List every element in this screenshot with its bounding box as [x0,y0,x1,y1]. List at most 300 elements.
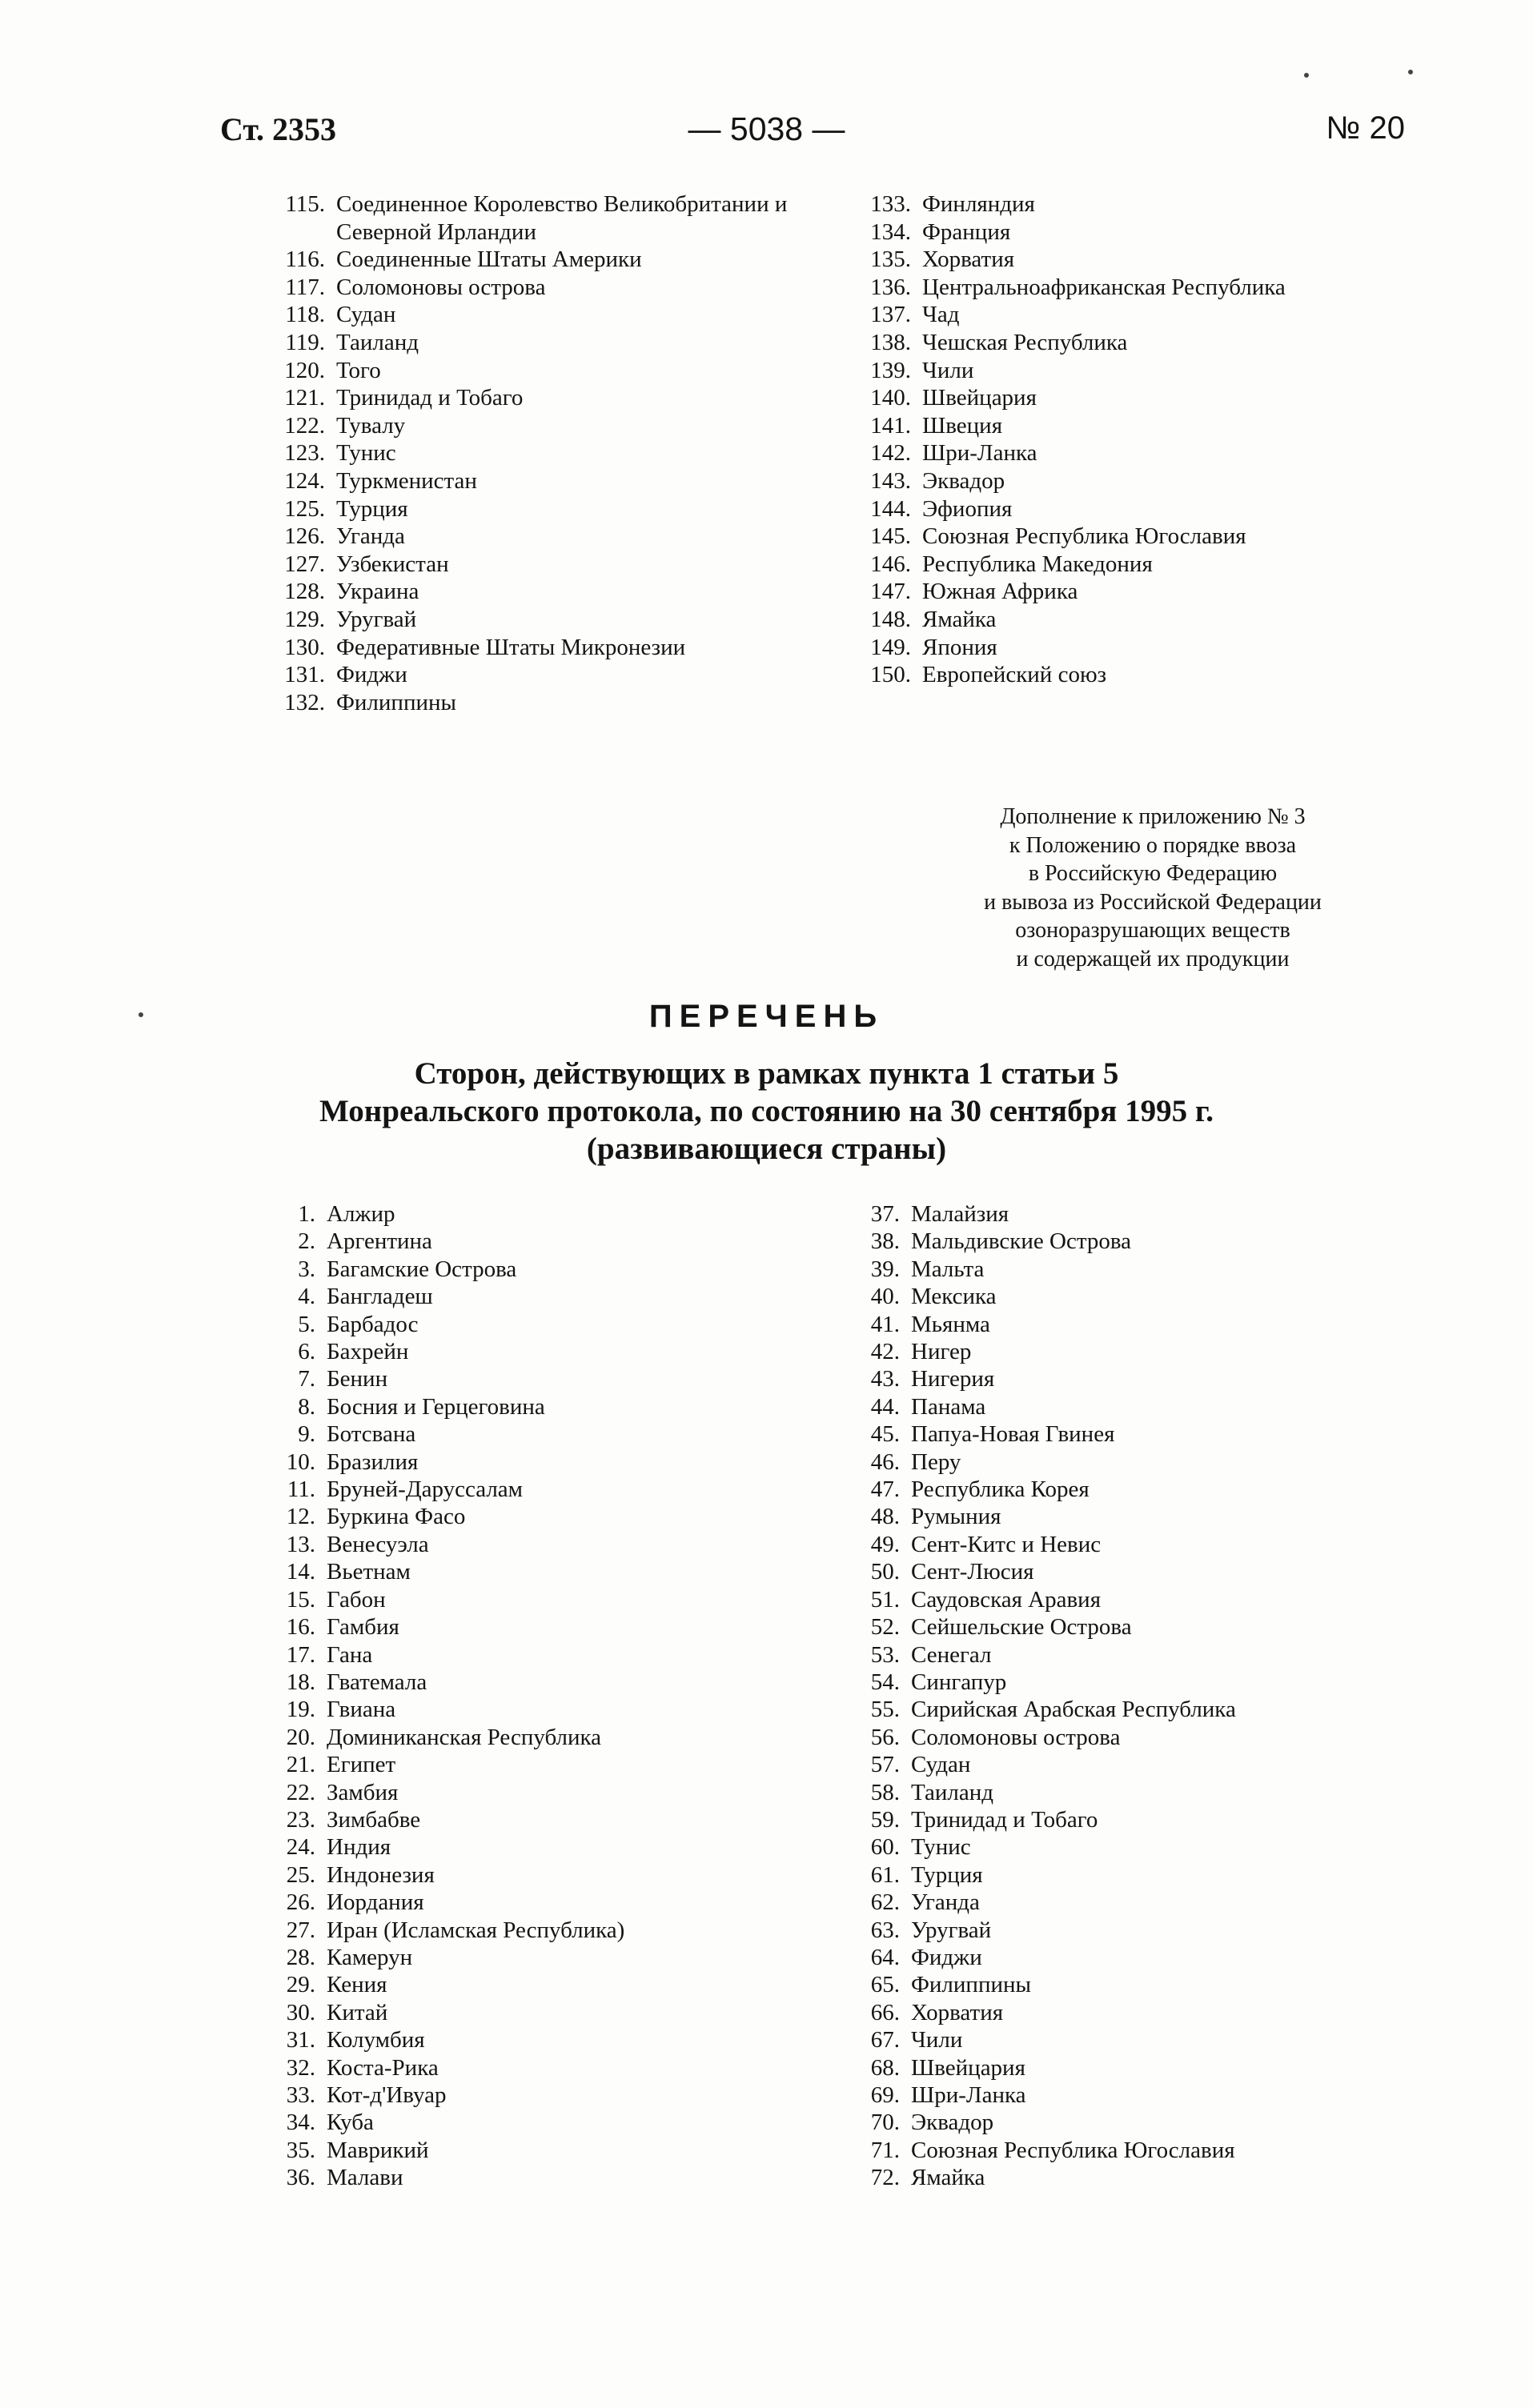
list-item [286,1833,624,1861]
list-item-number: 37. [870,1201,900,1227]
list-item-number: 44. [870,1393,900,1420]
list-item [284,661,817,689]
list-item-country: Япония [922,634,997,660]
list-item [870,1613,1236,1641]
list-item [870,2026,1236,2053]
list-item-country: Нигерия [911,1366,995,1392]
list-item [298,1228,624,1255]
list-item-number: 148. [870,606,911,632]
list-item-country: Шри-Ланка [922,440,1037,467]
list-item-country: Индия [327,1834,391,1861]
list-item-country: Камерун [327,1944,413,1970]
list-item-country: Чешская Республика [922,329,1128,355]
issue-number: № 20 [1326,110,1405,146]
list-item-number: 30. [286,1999,315,2025]
list-item-country: Нигер [911,1339,972,1365]
list-item [286,1558,624,1585]
list-item-country: Гана [327,1641,373,1668]
list-item-number: 19. [286,1697,315,1723]
list-item-number: 48. [870,1504,900,1530]
list-item-number: 56. [870,1724,900,1750]
list-item-country: Франция [922,218,1011,245]
list-item-country: Швеция [922,412,1003,439]
list-item-number: 133. [870,191,911,217]
list-item-number: 149. [870,634,911,660]
list-item-number: 24. [286,1834,315,1861]
list-item-number: 23. [286,1806,315,1833]
list-item-country: Фиджи [336,662,407,688]
list-item [286,1751,624,1778]
list-item [286,1613,624,1641]
list-item-number: 10. [286,1448,315,1475]
list-item-country: Саудовская Аравия [911,1586,1102,1613]
list-item-number: 13. [286,1531,315,1557]
list-item [870,2137,1236,2164]
list-item-country: Республика Македония [922,551,1153,577]
list-item-country: Филиппины [336,689,456,715]
list-item [285,329,817,357]
list-item-country: Багамские Острова [327,1256,517,1282]
scan-speck [1304,73,1309,78]
top-right-country-list [870,190,1378,689]
list-item-number: 130. [284,634,325,660]
annex-note-line: в Российскую Федерацию [1028,861,1278,886]
list-item [286,1779,624,1806]
list-item [286,1641,624,1669]
list-item [287,1476,624,1503]
list-item-number: 69. [870,2082,900,2108]
list-item [284,523,817,551]
list-item [870,1889,1236,1916]
list-item-country: Перу [911,1448,961,1475]
list-item-country: Иордания [327,1889,424,1916]
list-item-number: 67. [870,2027,900,2053]
list-item-number: 66. [870,1999,900,2025]
article-number: Ст. 2353 [220,111,336,147]
list-item-number: 132. [284,689,325,715]
list-item [284,689,817,717]
list-item-country: Союзная Республика Югославия [911,2137,1235,2163]
list-item-country: Сент-Люсия [911,1559,1034,1585]
list-item [284,467,817,495]
list-item-number: 52. [870,1614,900,1641]
list-item-country: Судан [911,1752,971,1778]
list-item [286,1944,624,1971]
list-item [286,2109,624,2136]
list-item [870,190,1378,218]
list-item-country: Венесуэла [327,1531,429,1557]
list-item [870,1531,1236,1558]
list-item-number: 122. [284,412,325,439]
list-item-country: Сингапур [911,1669,1007,1695]
list-item-country: Мьянма [911,1311,990,1337]
list-item [870,1999,1236,2026]
list-item-country: Куба [327,2110,374,2136]
list-item-number: 142. [870,440,911,467]
list-item-number: 117. [285,274,325,300]
list-item [285,274,817,302]
list-item [870,1917,1236,1944]
list-item-number: 60. [870,1834,900,1861]
list-item-country: Колумбия [327,2027,425,2053]
list-item-country: Финляндия [922,191,1035,217]
list-item [286,2164,624,2191]
list-item [870,1971,1236,1998]
list-item [284,495,817,523]
list-item-country: Ямайка [922,606,997,632]
list-item-number: 70. [870,2110,900,2136]
list-item-number: 45. [870,1421,900,1448]
list-item [870,357,1378,385]
list-item [284,412,817,440]
list-item-number: 126. [284,523,325,550]
list-item-number: 14. [286,1559,315,1585]
list-item [284,384,817,412]
subtitle-line: (развивающиеся страны) [586,1132,947,1166]
list-item [870,578,1378,606]
list-item-number: 131. [284,662,325,688]
list-item-country: Эфиопия [922,495,1013,522]
list-item-number: 51. [870,1586,900,1613]
list-item-number: 127. [284,551,325,577]
list-item-country: Бразилия [327,1448,419,1475]
list-item-number: 135. [870,246,911,273]
list-item-number: 29. [286,1972,315,1998]
list-item [870,495,1378,523]
list-item [870,1448,1236,1476]
list-item-country: Ямайка [911,2165,985,2191]
list-item [870,329,1378,357]
list-item-country: Папуа-Новая Гвинея [911,1421,1115,1448]
list-item-number: 18. [286,1669,315,1695]
list-item-number: 124. [284,467,325,494]
list-item [870,1200,1236,1228]
list-item-number: 47. [870,1476,900,1503]
list-item [870,1833,1236,1861]
list-item-country: Украина [336,579,419,605]
list-item-number: 38. [870,1228,900,1255]
list-item [286,1806,624,1833]
list-item [870,1806,1236,1833]
list-item-country: Эквадор [911,2110,994,2136]
list-item [870,246,1378,274]
list-item-country: Мальта [911,1256,985,1282]
list-item-number: 9. [298,1421,315,1448]
list-item-number: 26. [286,1889,315,1916]
list-item [870,1338,1236,1365]
list-item-country: Швейцария [911,2054,1025,2081]
list-item-number: 61. [870,1861,900,1888]
list-item [286,2054,624,2081]
list-item [870,1228,1236,1255]
list-item-country: Иран (Исламская Республика) [327,1917,625,1943]
list-item-number: 138. [870,329,911,355]
list-item-country: Соломоновы острова [336,274,546,300]
list-item [870,2109,1236,2136]
list-item-country: Ботсвана [327,1421,416,1448]
list-item-country: Тунис [336,440,396,467]
list-item-number: 144. [870,495,911,522]
list-item [285,301,817,329]
list-item [870,1944,1236,1971]
list-item [284,439,817,467]
list-item [870,2164,1236,2191]
list-item-number: 8. [298,1393,315,1420]
list-item [870,274,1378,302]
list-item-number: 11. [287,1476,315,1503]
list-item-number: 28. [286,1944,315,1970]
list-item-country: Гамбия [327,1614,399,1641]
list-item [870,218,1378,246]
list-item [286,1917,625,1944]
list-item-number: 41. [870,1311,900,1337]
list-item-number: 125. [284,495,325,522]
list-item-country: Турция [336,495,408,522]
list-item-number: 115. [285,191,325,217]
list-item-country: Тринидад и Тобаго [336,385,524,411]
list-item-country: Чили [911,2027,963,2053]
list-item-country: Замбия [327,1779,399,1805]
list-item [298,1311,624,1338]
list-item-number: 27. [286,1917,315,1943]
list-item-country: Сейшельские Острова [911,1614,1132,1641]
list-item-number: 53. [870,1641,900,1668]
list-item [298,1420,624,1448]
list-item-number: 5. [298,1311,315,1337]
list-item [286,2026,624,2053]
list-item-country: Буркина Фасо [327,1504,466,1530]
list-item-country: Бахрейн [327,1339,409,1365]
list-item-number: 42. [870,1339,900,1365]
scan-speck [1408,70,1413,74]
list-item [870,1696,1236,1723]
list-item-country: Китай [327,1999,388,2025]
list-item [870,1641,1236,1669]
list-item [870,634,1378,662]
list-item-number: 147. [870,579,911,605]
list-item-country: Того [336,357,381,383]
list-item [870,523,1378,551]
list-item-country: Союзная Республика Югославия [922,523,1246,550]
list-item-country: Сент-Китс и Невис [911,1531,1102,1557]
list-item [286,2137,624,2164]
list-item-country: Сирийская Арабская Республика [911,1697,1236,1723]
list-item-country: Туркменистан [336,467,477,494]
list-item [286,1669,624,1696]
list-item-number: 65. [870,1972,900,1998]
list-item-number: 145. [870,523,911,550]
list-item-number: 121. [284,385,325,411]
list-item-number: 118. [285,302,325,328]
list-item [870,1476,1236,1503]
list-item-country: Малайзия [911,1201,1009,1227]
list-item-country: Коста-Рика [327,2054,439,2081]
list-item-country: Барбадос [327,1311,419,1337]
list-item-number: 50. [870,1559,900,1585]
list-item-country: Вьетнам [327,1559,411,1585]
list-item-number: 54. [870,1669,900,1695]
list-item [870,1779,1236,1806]
list-item-country: Чили [922,357,974,383]
list-subtitle [0,1055,1533,1168]
list-item-country: Бангладеш [327,1284,433,1310]
list-item-country: Алжир [327,1201,395,1227]
list-item-number: 7. [298,1366,315,1392]
list-item [284,606,817,634]
list-item-country: Мексика [911,1284,997,1310]
list-item-country: Европейский союз [922,662,1107,688]
list-item-number: 62. [870,1889,900,1916]
list-item-country: Маврикий [327,2137,429,2163]
list-item-number: 32. [286,2054,315,2081]
list-item-number: 21. [286,1752,315,1778]
list-item [298,1256,624,1283]
list-item-country: Соединенное Королевство Великобритании и Северной Ирландии [336,191,788,245]
list-item-country: Бруней-Даруссалам [327,1476,524,1503]
list-item-country: Габон [327,1586,386,1613]
list-item-country: Уганда [336,523,405,550]
list-item-number: 57. [870,1752,900,1778]
list-item-country: Соломоновы острова [911,1724,1121,1750]
subtitle-line: Сторон, действующих в рамках пункта 1 статьи 5 [414,1056,1119,1091]
list-item-number: 129. [284,606,325,632]
list-item-country: Тувалу [336,412,406,439]
list-item-country: Индонезия [327,1861,435,1888]
list-item-number: 15. [286,1586,315,1613]
list-item-country: Хорватия [922,246,1015,273]
list-item-number: 141. [870,412,911,439]
annex-note-line: и вывоза из Российской Федерации [984,889,1322,915]
list-item-number: 34. [286,2110,315,2136]
list-item-number: 71. [870,2137,900,2163]
list-item-number: 40. [870,1284,900,1310]
list-item-country: Кот-д'Ивуар [327,2082,447,2108]
list-item [286,1971,624,1998]
list-item [286,1696,624,1723]
list-item [870,1669,1236,1696]
list-item-number: 1. [298,1201,315,1227]
list-item [870,551,1378,579]
list-item-country: Гвиана [327,1697,396,1723]
list-item [298,1338,624,1365]
list-item-country: Республика Корея [911,1476,1090,1503]
list-item [870,1751,1236,1778]
list-item-country: Тринидад и Тобаго [911,1806,1098,1833]
list-item-country: Уругвай [336,606,417,632]
list-item-number: 55. [870,1697,900,1723]
list-item-number: 58. [870,1779,900,1805]
list-item-number: 6. [298,1339,315,1365]
list-item [870,1724,1236,1751]
developing-countries-list-left [286,1200,625,2192]
list-item [284,578,817,606]
list-item-number: 68. [870,2054,900,2081]
list-item-number: 33. [286,2082,315,2108]
list-item [870,2081,1236,2109]
list-item [286,1448,624,1476]
list-item [286,1861,624,1889]
list-item [870,467,1378,495]
list-item [870,1420,1236,1448]
list-item-country: Тунис [911,1834,971,1861]
list-item-country: Малави [327,2165,403,2191]
list-item [286,1724,624,1751]
list-item-number: 16. [286,1614,315,1641]
list-item-country: Босния и Герцеговина [327,1393,545,1420]
list-item [870,1393,1236,1420]
list-item-country: Таиланд [911,1779,994,1805]
list-item-country: Турция [911,1861,983,1888]
list-item [870,412,1378,440]
list-item-country: Уганда [911,1889,980,1916]
list-item-country: Южная Африка [922,579,1078,605]
developing-countries-list-right [870,1200,1236,2192]
list-item-country: Уругвай [911,1917,992,1943]
list-item-number: 143. [870,467,911,494]
list-item-country: Мальдивские Острова [911,1228,1132,1255]
list-item-country: Бенин [327,1366,388,1392]
list-item-number: 123. [284,440,325,467]
list-item [286,1999,624,2026]
list-item [286,1503,624,1530]
list-item [286,1586,624,1613]
list-item-number: 72. [870,2165,900,2191]
annex-note-line: и содержащей их продукции [1016,946,1290,972]
list-item-number: 139. [870,357,911,383]
list-item-number: 17. [286,1641,315,1668]
list-item [870,439,1378,467]
list-item-number: 25. [286,1861,315,1888]
list-item-number: 22. [286,1779,315,1805]
list-item-number: 59. [870,1806,900,1833]
list-item [298,1393,624,1420]
list-item-country: Кения [327,1972,387,1998]
list-item-country: Египет [327,1752,396,1778]
list-item-country: Панама [911,1393,986,1420]
list-item-country: Узбекистан [336,551,449,577]
list-item-number: 43. [870,1366,900,1392]
list-item-number: 119. [285,329,325,355]
list-item-number: 49. [870,1531,900,1557]
list-item [286,2081,624,2109]
list-item-number: 150. [870,662,911,688]
list-item-country: Фиджи [911,1944,982,1970]
list-item-country: Хорватия [911,1999,1004,2025]
list-item-number: 31. [286,2027,315,2053]
list-item-number: 128. [284,579,325,605]
list-item-country: Соединенные Штаты Америки [336,246,642,273]
list-item-country: Румыния [911,1504,1001,1530]
list-item-number: 146. [870,551,911,577]
list-item-number: 4. [298,1284,315,1310]
list-item [870,606,1378,634]
list-item [870,1558,1236,1585]
list-item [285,190,817,246]
list-item-country: Чад [922,302,960,328]
list-item-country: Доминиканская Республика [327,1724,602,1750]
page-number: — 5038 — [688,110,845,147]
list-item-number: 12. [286,1504,315,1530]
list-item-country: Филиппины [911,1972,1031,1998]
list-item [286,1889,624,1916]
list-item [870,1861,1236,1889]
list-item-country: Шри-Ланка [911,2082,1026,2108]
list-item-country: Гватемала [327,1669,427,1695]
list-item-number: 136. [870,274,911,300]
annex-note [881,803,1425,973]
annex-note-line: Дополнение к приложению № 3 [1000,804,1306,829]
list-item [286,1531,624,1558]
